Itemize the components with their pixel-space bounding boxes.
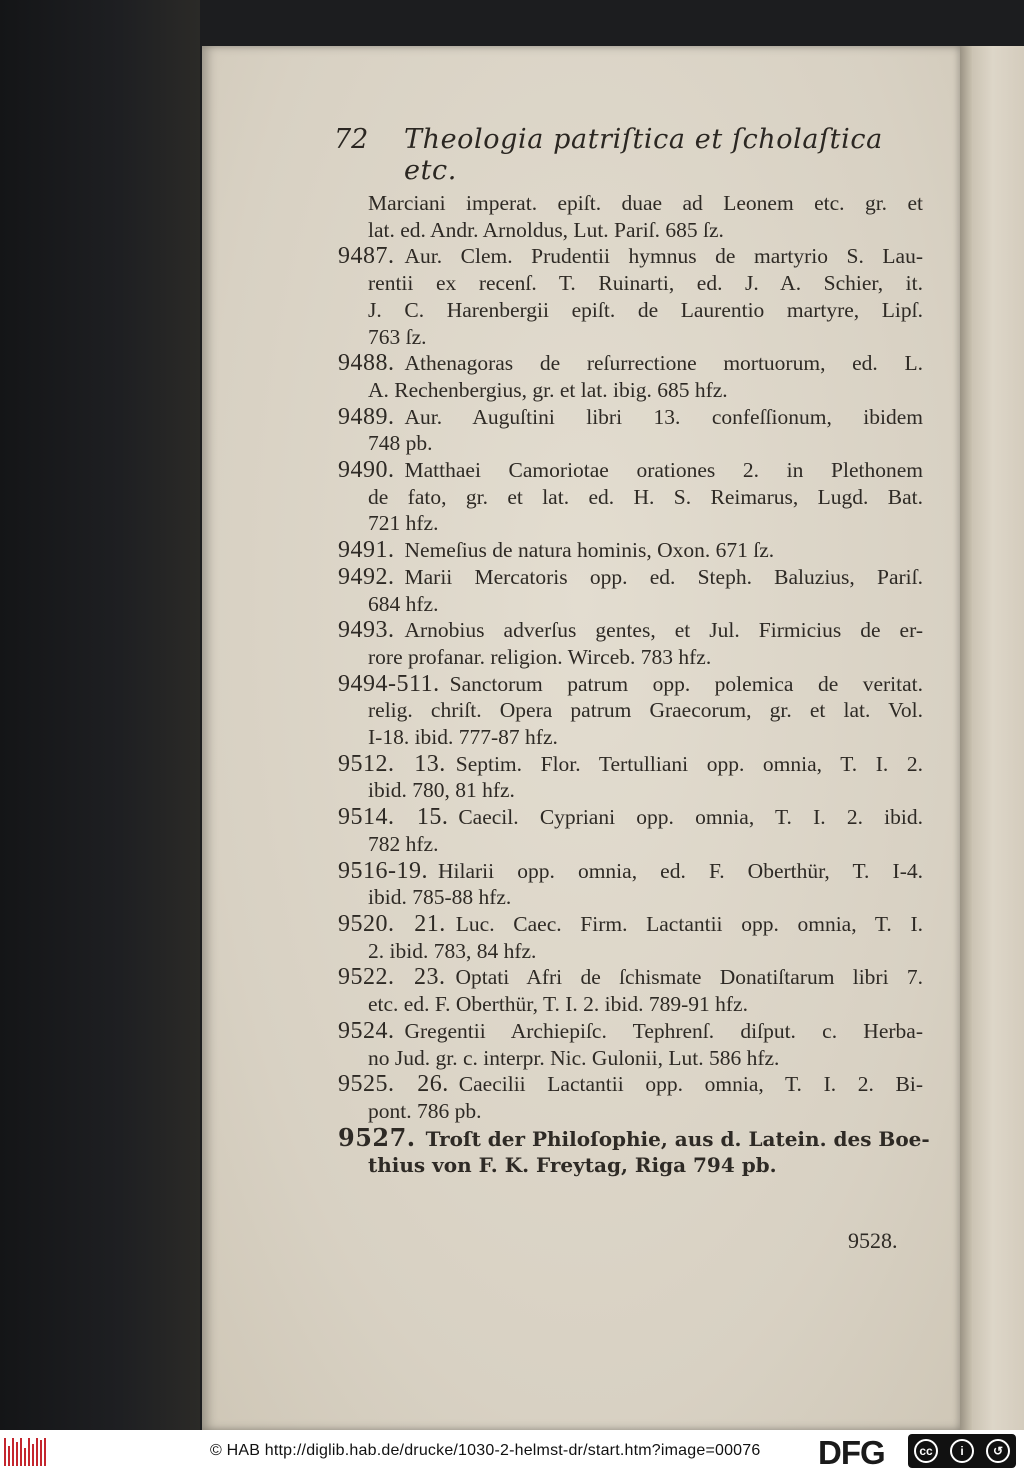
entry-line [338,724,923,751]
entry-line [338,964,923,991]
entry-line [338,270,923,297]
entry-line [338,991,923,1018]
entry-text: Athenagoras de reſurrectione mortuorum, ed. L. [404,351,923,376]
entry-text: Marii Mercatoris opp. ed. Steph. Baluzius, Pariſ. [404,564,923,589]
entry-text: Septim. Flor. Tertulliani opp. omnia, T. I. 2. [455,751,924,776]
entry-text: Aur. Clem. Prudentii hymnus de martyrio S. Lau- [404,244,923,269]
entry-line [338,430,923,457]
entry-line [338,243,923,270]
catalog-entry [338,537,923,564]
catalog-entry [338,190,923,243]
entry-text: A. Rechenbergius, gr. et lat. ibig. 685 hfz. [368,377,728,402]
entry-line [338,1098,923,1125]
dfg-logo: DFG [818,1434,885,1471]
entry-text: ibid. 780, 81 hfz. [368,778,515,803]
cc-license-badge[interactable] [908,1434,1016,1468]
entry-text: 782 hfz. [368,831,439,856]
entry-text: lat. ed. Andr. Arnoldus, Lut. Pariſ. 685 ſz. [368,217,724,242]
catalog-entry [338,964,923,1017]
entry-text: 721 hfz. [368,511,439,536]
entry-line [338,564,923,591]
entry-line [338,457,923,484]
entry-text: Sanctorum patrum opp. polemica de veritat. [449,671,923,696]
entry-line [338,884,923,911]
catalog-entry [338,858,923,911]
entry-text: Troſt der Philoſophie, aus d. Latein. des Boe- [425,1126,930,1151]
entry-text: Luc. Caec. Firm. Lactantii opp. omnia, T. I. [455,911,923,936]
entry-line [338,777,923,804]
entry-line [338,644,923,671]
page-gutter [960,46,972,1430]
entry-number: 9522. 23. [338,964,446,991]
entry-line [338,1018,923,1045]
entry-text: de fato, gr. et lat. ed. H. S. Reimarus, Lugd. Bat. [368,484,923,509]
catalog-entry [338,350,923,403]
page-header [334,124,934,186]
sa-icon: ↺ [986,1439,1010,1463]
entry-line [338,350,923,377]
entry-line [338,938,923,965]
catalog-entry [338,564,923,617]
entry-text: ibid. 785-88 hfz. [368,885,512,910]
entry-line [338,911,923,938]
entry-number: 9491. [338,537,395,564]
running-title: Theologia patriſtica et ſcholaſtica etc. [404,124,883,186]
entry-text: Hilarii opp. omnia, ed. F. Oberthür, T. I-4. [438,858,923,883]
entry-text: relig. chriſt. Opera patrum Graecorum, gr. et lat. Vol. [368,698,923,723]
catalog-entry [338,1018,923,1071]
catalog-entry [338,243,923,350]
entry-line [338,537,923,564]
entry-line [338,404,923,431]
catalog-entries [338,190,930,1179]
entry-line [338,1122,930,1153]
entry-number: 9524. [338,1017,395,1044]
entry-text: Nemeſius de natura hominis, Oxon. 671 ſz. [404,538,775,563]
entry-number: 9490. [338,457,395,484]
entry-text: no Jud. gr. c. interpr. Nic. Gulonii, Lut. 586 hfz. [368,1045,780,1070]
entry-number: 9488. [338,350,395,377]
catalog-entry [338,1122,930,1179]
entry-line [338,804,923,831]
entry-text: thius von F. K. Freytag, Riga 794 pb. [368,1153,777,1178]
catalog-entry [338,457,923,537]
entry-number: 9512. 13. [338,750,446,777]
entry-text: etc. ed. F. Oberthür, T. I. 2. ibid. 789-91 hfz. [368,992,748,1017]
entry-line [338,591,923,618]
entry-number: 9494-511. [338,670,440,697]
entry-number: 9516-19. [338,857,428,884]
copyright-link[interactable]: © HAB http://diglib.hab.de/drucke/1030-2-helmst-dr/start.htm?image=00076 [210,1442,761,1459]
entry-line [338,510,923,537]
entry-number: 9514. 15. [338,804,449,831]
entry-number: 9527. [338,1122,416,1152]
entry-text: I-18. ibid. 777-87 hfz. [368,725,558,750]
entry-line [338,324,923,351]
scanner-background [0,0,200,1430]
entry-number: 9492. [338,563,395,590]
entry-number: 9525. 26. [338,1071,449,1098]
entry-line [338,1152,923,1179]
page-number: 72 [334,124,369,155]
catalog-entry [338,911,923,964]
barcode-icon [4,1438,48,1466]
cc-icon: cc [914,1439,938,1463]
entry-line [338,671,923,698]
entry-text: 748 pb. [368,431,433,456]
catalog-entry [338,1071,923,1124]
entry-line [338,697,923,724]
entry-text: rentii ex recenſ. T. Ruinarti, ed. J. A. Schier, it. [368,271,923,296]
entry-text: Caecil. Cypriani opp. omnia, T. I. 2. ibid. [458,805,923,830]
entry-line [338,484,923,511]
entry-text: Matthaei Camoriotae orationes 2. in Plethonem [404,458,923,483]
catchword: 9528. [848,1228,898,1253]
entry-number: 9487. [338,243,395,270]
catalog-entry [338,751,923,804]
entry-line [338,831,923,858]
entry-line [338,1071,923,1098]
by-icon: i [950,1439,974,1463]
entry-text: Gregentii Archiepiſc. Tephrenſ. diſput. c. Herba- [404,1018,923,1043]
entry-text: 2. ibid. 783, 84 hfz. [368,938,537,963]
viewer-footer [0,1430,1024,1473]
catalog-entry [338,671,923,751]
entry-text: Caecilii Lactantii opp. omnia, T. I. 2. Bi- [458,1072,923,1097]
catalog-entry [338,617,923,670]
entry-number: 9489. [338,403,395,430]
catalog-entry [338,804,923,857]
entry-text: Arnobius adverſus gentes, et Jul. Firmicius de er- [404,618,923,643]
entry-line [338,858,923,885]
entry-text: pont. 786 pb. [368,1098,482,1123]
entry-text: 763 ſz. [368,324,427,349]
entry-text: Optati Afri de ſchismate Donatiſtarum libri 7. [455,965,924,990]
entry-line [338,617,923,644]
entry-text: Aur. Auguſtini libri 13. confeſſionum, ibidem [404,404,923,429]
facing-page-edge [972,46,1024,1430]
catalog-entry [338,404,923,457]
entry-number: 9493. [338,617,395,644]
entry-line [338,377,923,404]
entry-line [338,217,923,244]
entry-text: 684 hfz. [368,591,439,616]
entry-text: rore profanar. religion. Wirceb. 783 hfz. [368,644,712,669]
entry-number: 9520. 21. [338,910,446,937]
entry-text: J. C. Harenbergii epiſt. de Laurentio martyre, Lipſ. [368,297,923,322]
entry-line [338,1045,923,1072]
entry-line [338,751,923,778]
entry-text: Marciani imperat. epiſt. duae ad Leonem etc. gr. et [368,191,923,215]
entry-line [338,190,923,217]
entry-line [338,297,923,324]
